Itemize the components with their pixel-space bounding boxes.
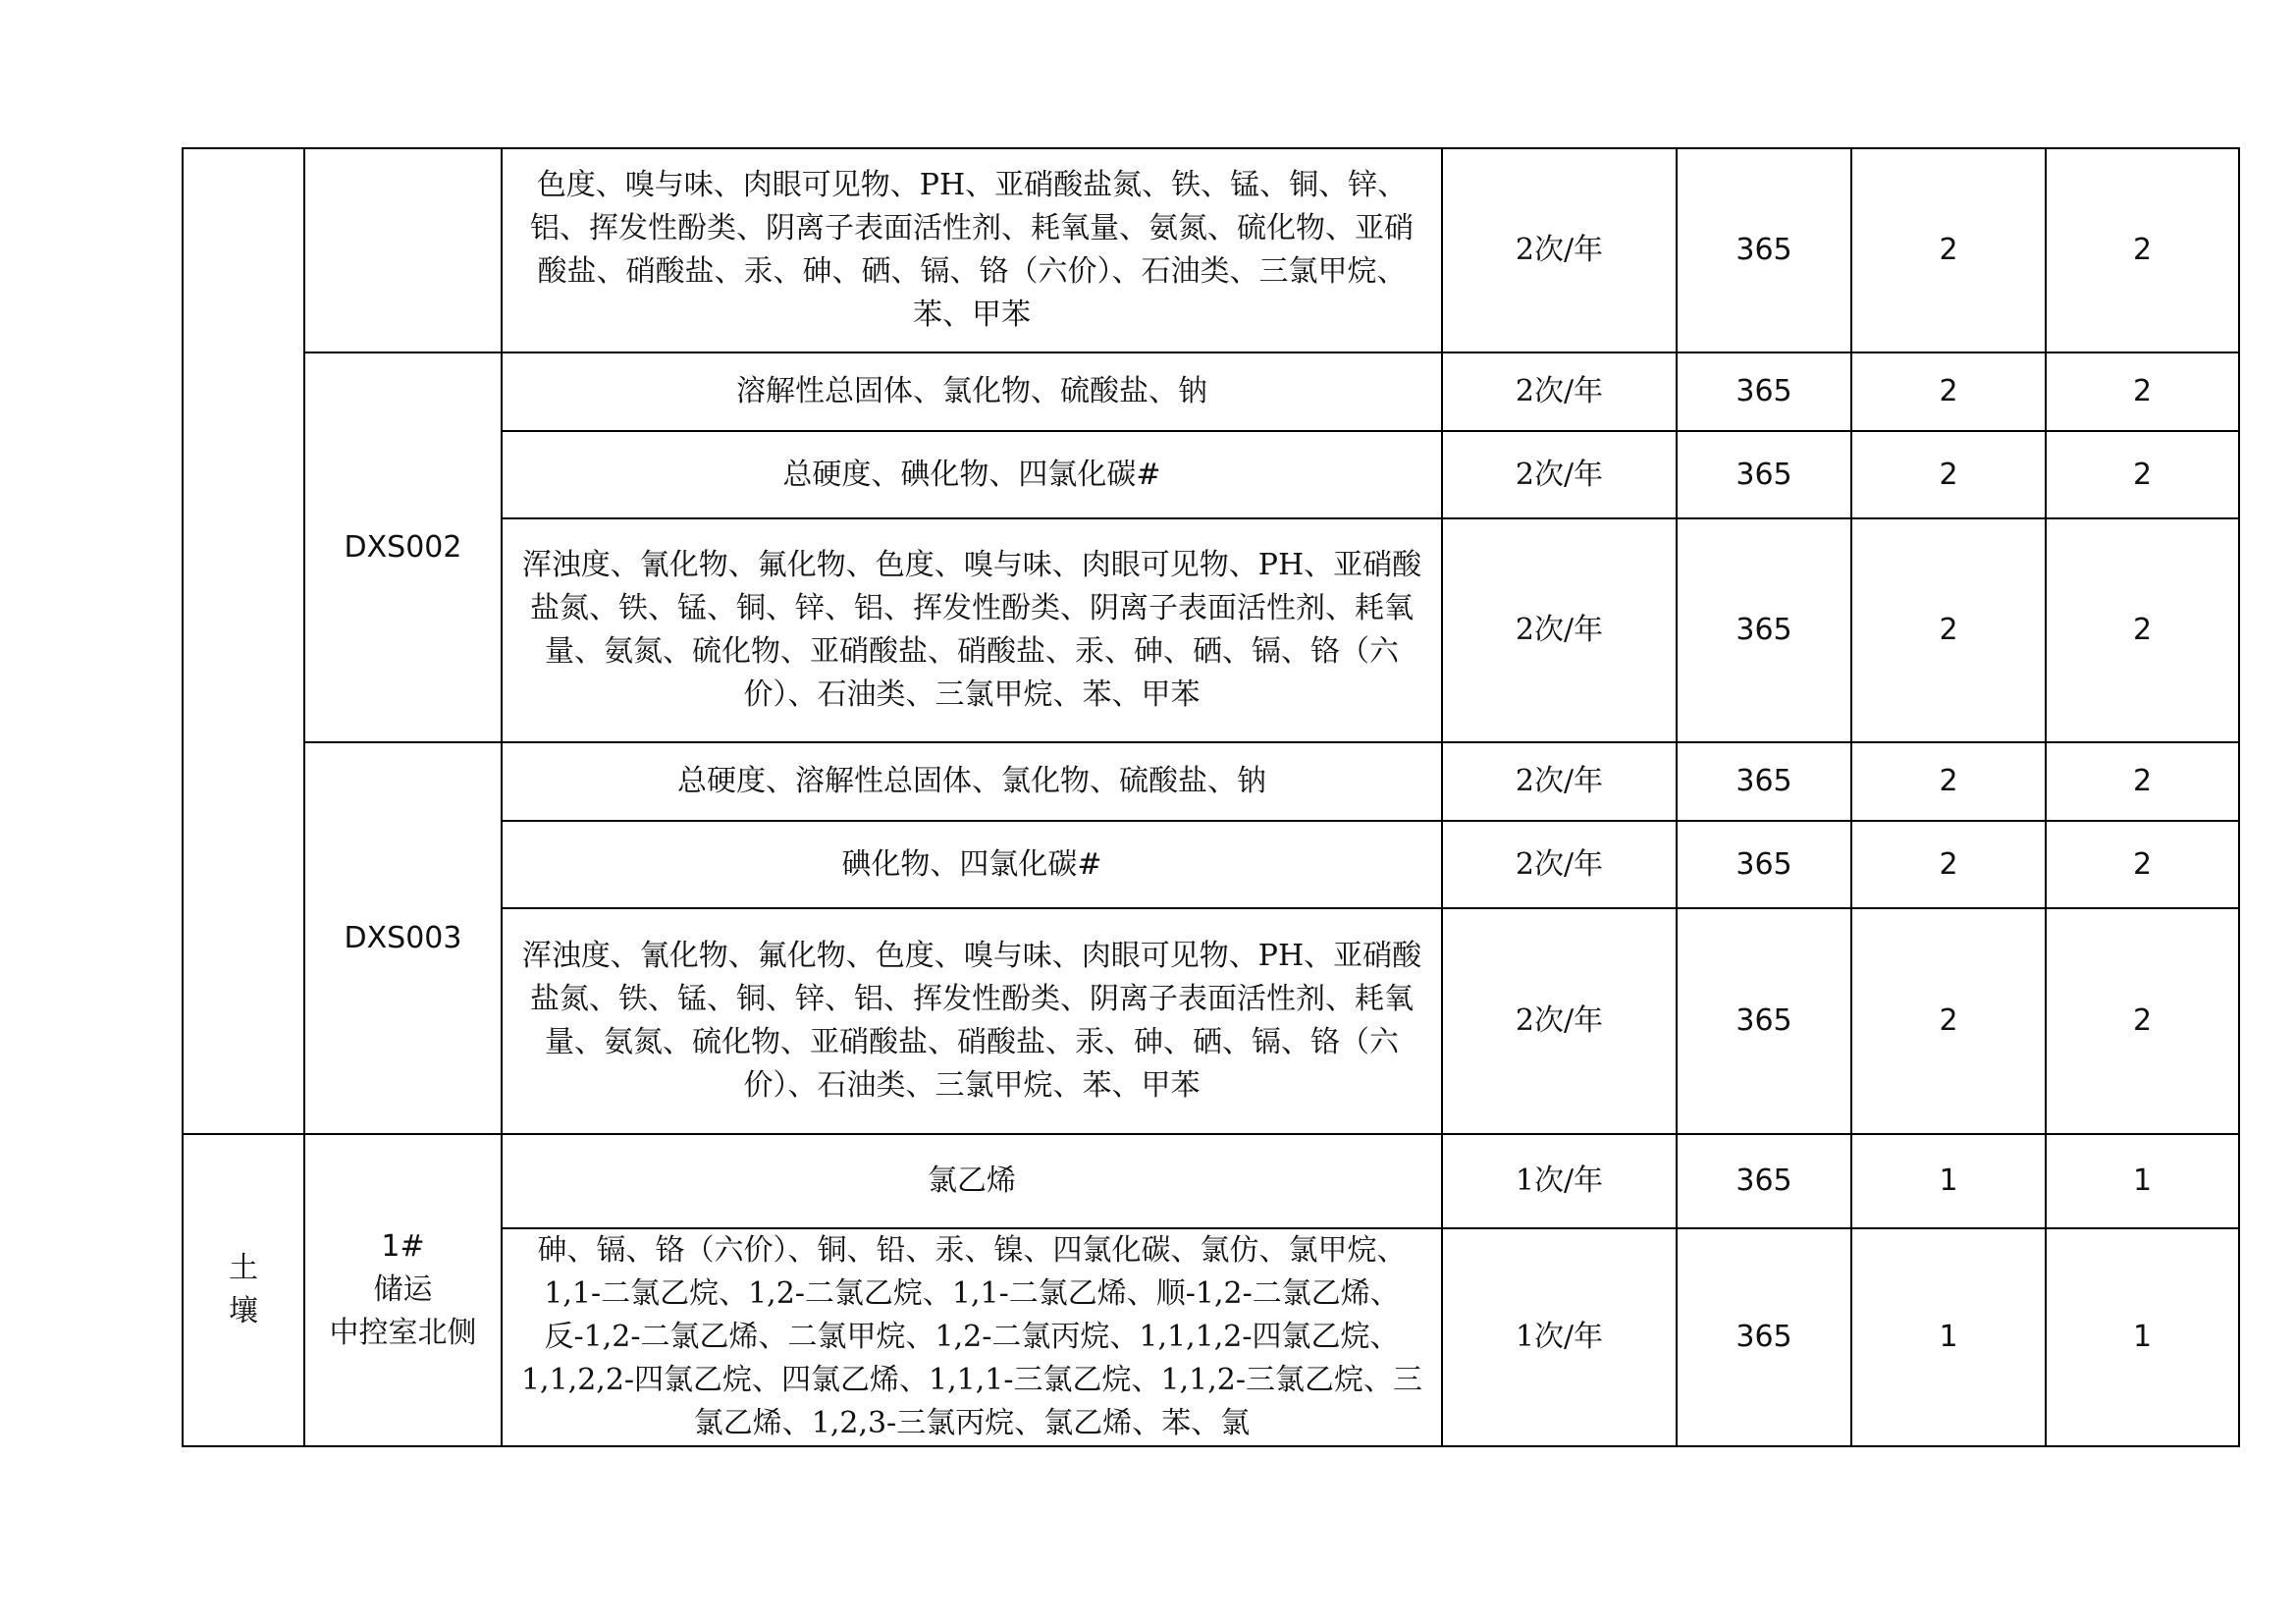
category-char: 土 <box>229 1251 258 1285</box>
table-row <box>183 352 2239 431</box>
table-row <box>183 742 2239 821</box>
point-area: 储运 <box>373 1272 433 1307</box>
count-cell: 1 <box>2046 1228 2239 1446</box>
days-cell: 365 <box>1677 352 1851 431</box>
items-cell: 总硬度、碘化物、四氯化碳# <box>502 431 1442 518</box>
frequency-cell: 2次/年 <box>1442 431 1677 518</box>
items-cell: 砷、镉、铬（六价）、铜、铅、汞、镍、四氯化碳、氯仿、氯甲烷、1,1-二氯乙烷、1,2-二氯乙烷、1,1-二氯乙烯、顺-1,2-二氯乙烯、反-1,2-二氯乙烯、二氯甲烷、1,2-二氯丙烷、1,1,1,2-四氯乙烷、1,1,2,2-四氯乙烷、四氯乙烯、1,1,1-三氯乙烷、1,1,2-三氯乙烷、三氯乙烯、1,2,3-三氯丙烷、氯乙烯、苯、氯 <box>502 1228 1442 1446</box>
point-cell-empty <box>304 148 502 352</box>
table-row <box>183 1134 2239 1228</box>
items-cell: 氯乙烯 <box>502 1134 1442 1228</box>
count-cell: 2 <box>2046 148 2239 352</box>
monitoring-table <box>182 147 2240 1447</box>
frequency-cell: 2次/年 <box>1442 148 1677 352</box>
count-cell: 2 <box>2046 431 2239 518</box>
count-cell: 2 <box>1851 821 2046 908</box>
count-cell: 1 <box>2046 1134 2239 1228</box>
frequency-cell: 2次/年 <box>1442 742 1677 821</box>
point-cell: DXS002 <box>304 352 502 742</box>
days-cell: 365 <box>1677 1134 1851 1228</box>
items-cell: 浑浊度、氰化物、氟化物、色度、嗅与味、肉眼可见物、PH、亚硝酸盐氮、铁、锰、铜、锌、铝、挥发性酚类、阴离子表面活性剂、耗氧量、氨氮、硫化物、亚硝酸盐、硝酸盐、汞、砷、硒、镉、铬（六价）、石油类、三氯甲烷、苯、甲苯 <box>502 908 1442 1134</box>
items-cell: 溶解性总固体、氯化物、硫酸盐、钠 <box>502 352 1442 431</box>
point-id: 1# <box>381 1229 425 1264</box>
count-cell: 2 <box>1851 352 2046 431</box>
count-cell: 2 <box>2046 352 2239 431</box>
category-cell <box>183 1134 304 1446</box>
days-cell: 365 <box>1677 821 1851 908</box>
count-cell: 2 <box>1851 908 2046 1134</box>
items-cell: 总硬度、溶解性总固体、氯化物、硫酸盐、钠 <box>502 742 1442 821</box>
count-cell: 1 <box>1851 1228 2046 1446</box>
count-cell: 2 <box>1851 742 2046 821</box>
frequency-cell: 2次/年 <box>1442 908 1677 1134</box>
count-cell: 2 <box>2046 821 2239 908</box>
count-cell: 2 <box>2046 518 2239 742</box>
frequency-cell: 2次/年 <box>1442 352 1677 431</box>
count-cell: 2 <box>1851 148 2046 352</box>
days-cell: 365 <box>1677 742 1851 821</box>
point-location: 中控室北侧 <box>329 1316 477 1350</box>
count-cell: 2 <box>1851 518 2046 742</box>
count-cell: 2 <box>1851 431 2046 518</box>
count-cell: 2 <box>2046 908 2239 1134</box>
table-row <box>183 148 2239 352</box>
items-cell: 碘化物、四氯化碳# <box>502 821 1442 908</box>
frequency-cell: 2次/年 <box>1442 518 1677 742</box>
point-cell: DXS003 <box>304 742 502 1134</box>
items-cell: 色度、嗅与味、肉眼可见物、PH、亚硝酸盐氮、铁、锰、铜、锌、铝、挥发性酚类、阴离子表面活性剂、耗氧量、氨氮、硫化物、亚硝酸盐、硝酸盐、汞、砷、硒、镉、铬（六价）、石油类、三氯甲烷、苯、甲苯 <box>502 148 1442 352</box>
point-cell <box>304 1134 502 1446</box>
days-cell: 365 <box>1677 148 1851 352</box>
frequency-cell: 1次/年 <box>1442 1228 1677 1446</box>
frequency-cell: 1次/年 <box>1442 1134 1677 1228</box>
category-char: 壤 <box>229 1294 258 1328</box>
days-cell: 365 <box>1677 518 1851 742</box>
items-cell: 浑浊度、氰化物、氟化物、色度、嗅与味、肉眼可见物、PH、亚硝酸盐氮、铁、锰、铜、锌、铝、挥发性酚类、阴离子表面活性剂、耗氧量、氨氮、硫化物、亚硝酸盐、硝酸盐、汞、砷、硒、镉、铬（六价）、石油类、三氯甲烷、苯、甲苯 <box>502 518 1442 742</box>
count-cell: 1 <box>1851 1134 2046 1228</box>
category-cell-empty <box>183 148 304 1134</box>
days-cell: 365 <box>1677 1228 1851 1446</box>
count-cell: 2 <box>2046 742 2239 821</box>
days-cell: 365 <box>1677 431 1851 518</box>
frequency-cell: 2次/年 <box>1442 821 1677 908</box>
days-cell: 365 <box>1677 908 1851 1134</box>
